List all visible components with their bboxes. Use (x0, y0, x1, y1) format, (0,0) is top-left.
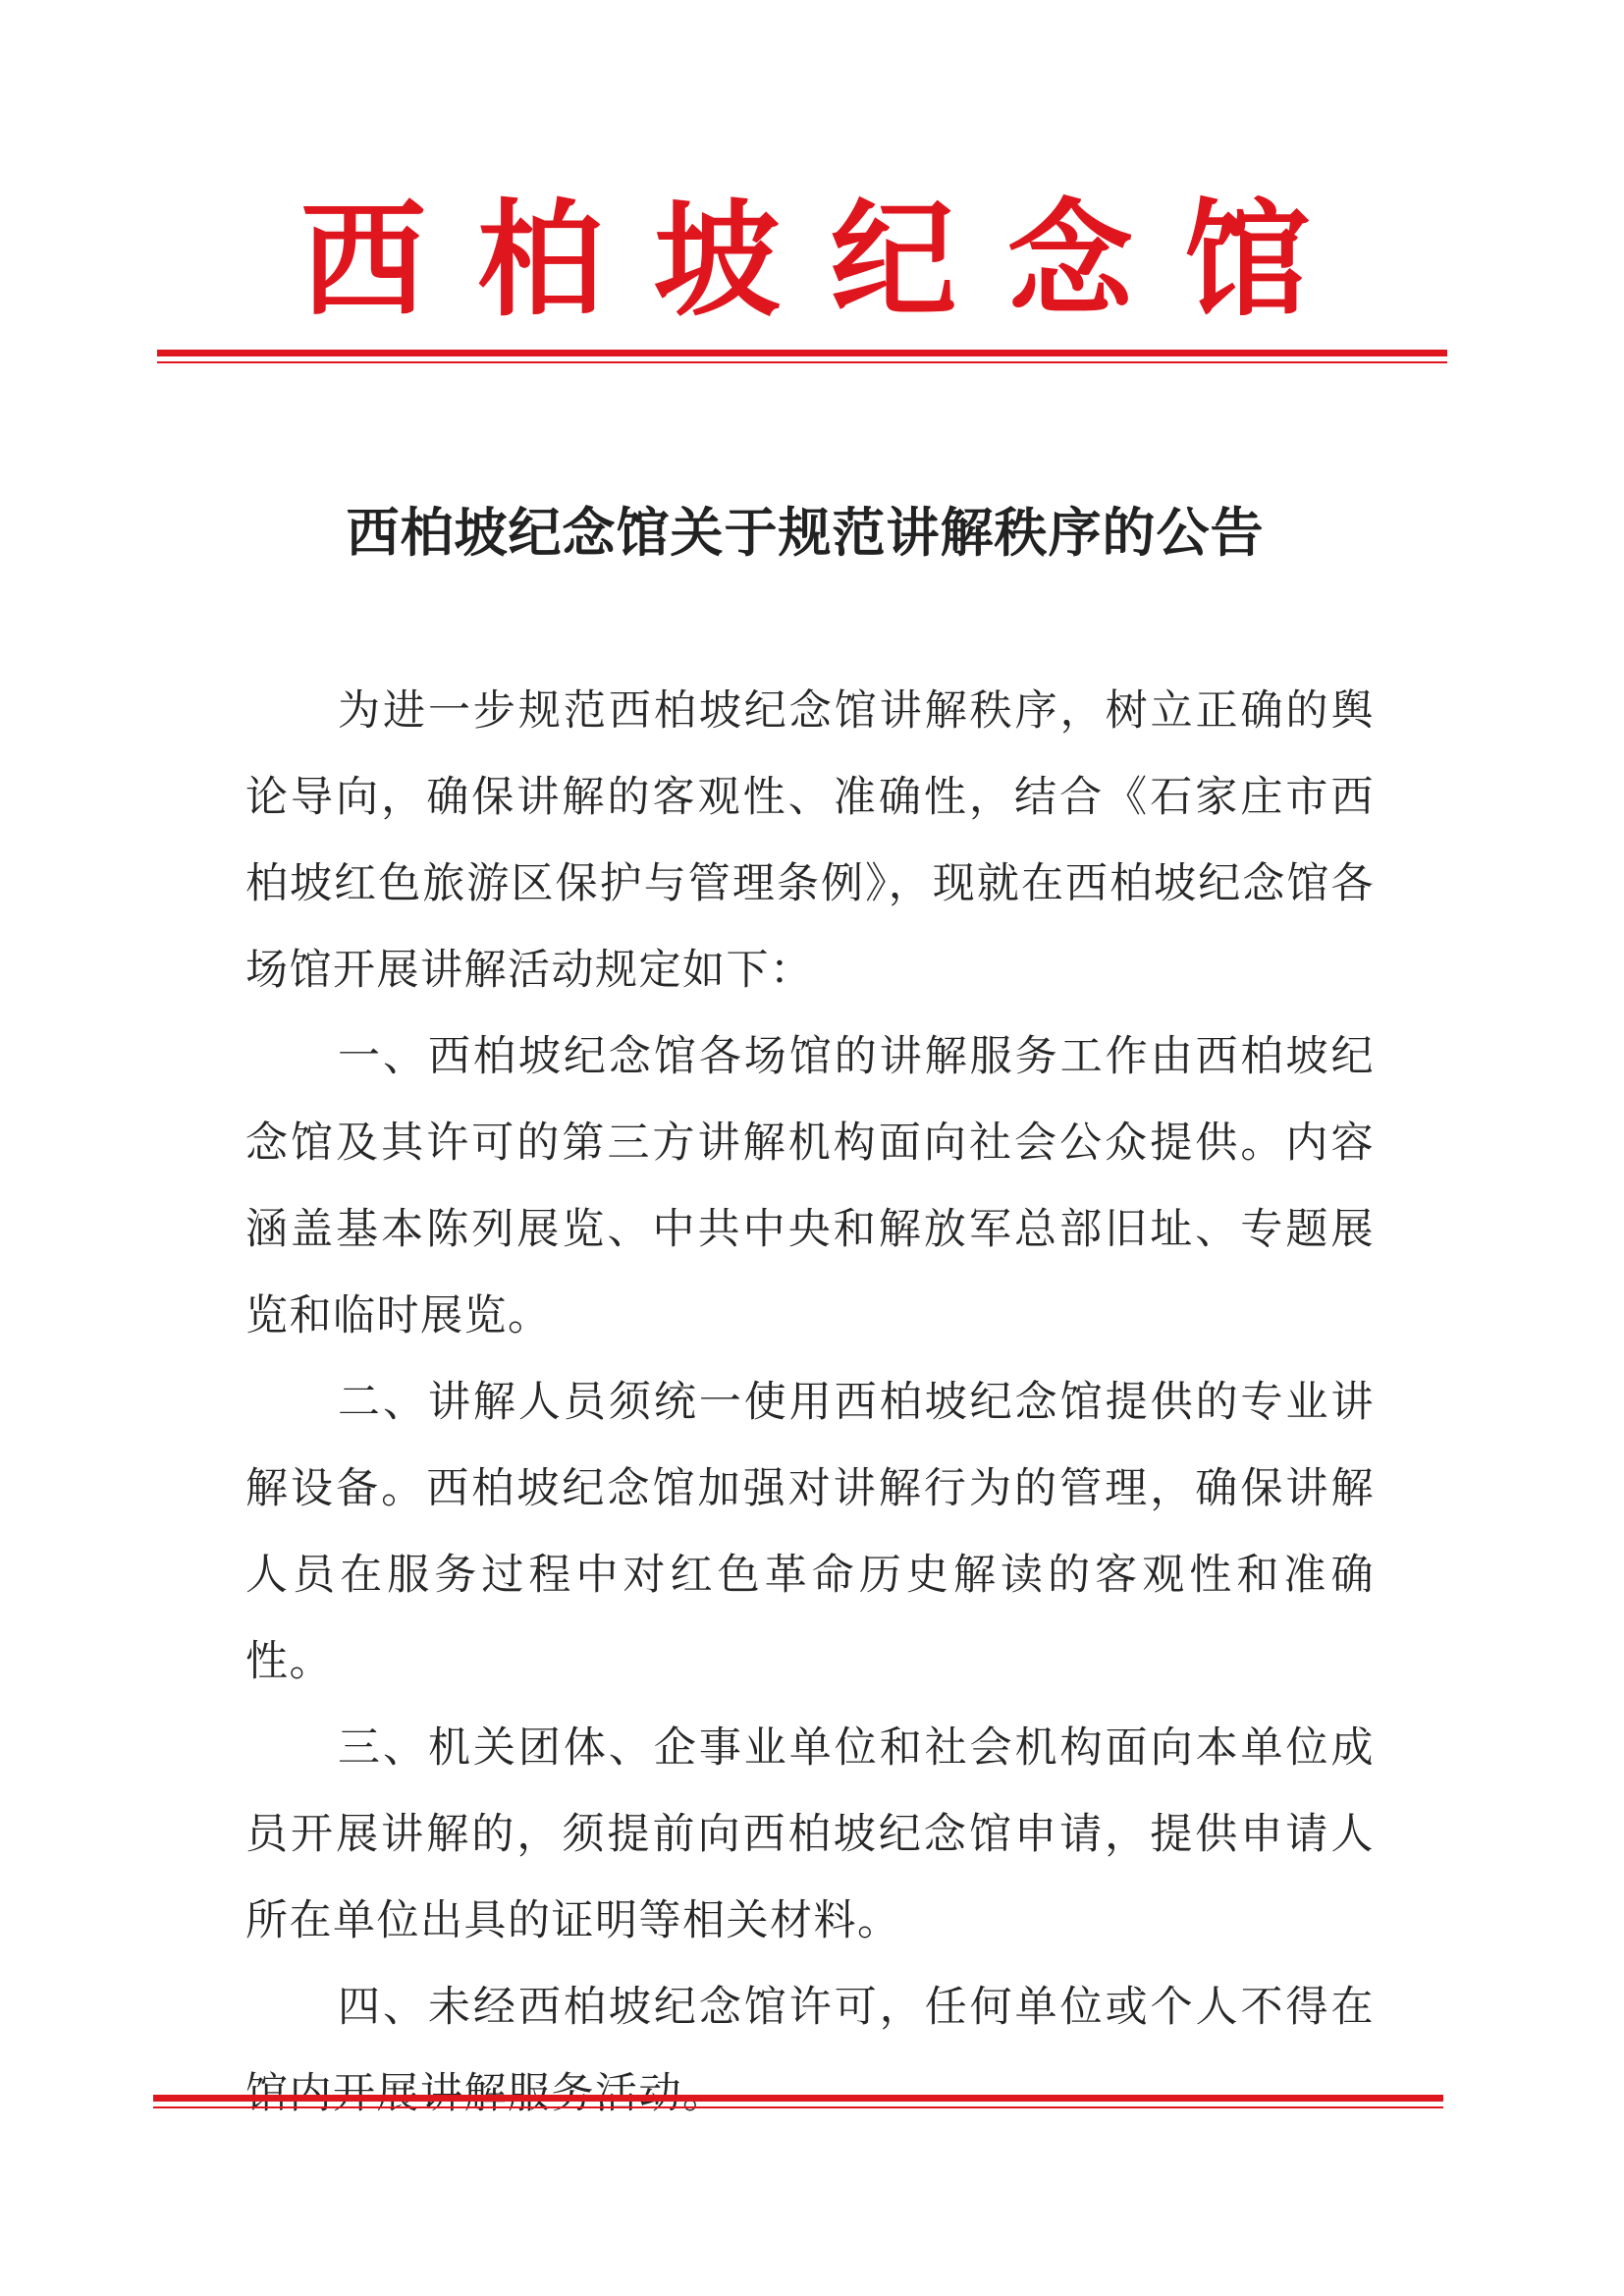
clause-three: 三、机关团体、企事业单位和社会机构面向本单位成员开展讲解的，须提前向西柏坡纪念馆申请，提供申请人所在单位出具的证明等相关材料。 (245, 1723, 1375, 1945)
footer-red-rule (153, 2095, 1443, 2108)
letterhead-red-rule (157, 350, 1447, 363)
letterhead-title: 西柏坡纪念馆 (299, 187, 1361, 334)
notice-body (245, 668, 1375, 2137)
intro-paragraph: 为进一步规范西柏坡纪念馆讲解秩序，树立正确的舆论导向，确保讲解的客观性、准确性，结合《石家庄市西柏坡红色旅游区保护与管理条例》，现就在西柏坡纪念馆各场馆开展讲解活动规定如下： (245, 686, 1375, 995)
clause-two: 二、讲解人员须统一使用西柏坡纪念馆提供的专业讲解设备。西柏坡纪念馆加强对讲解行为的管理，确保讲解人员在服务过程中对红色革命历史解读的客观性和准确性。 (245, 1378, 1375, 1686)
clause-four: 四、未经西柏坡纪念馆许可，任何单位或个人不得在馆内开展讲解服务活动。 (245, 1983, 1375, 2118)
notice-title: 西柏坡纪念馆关于规范讲解秩序的公告 (346, 502, 1265, 564)
clause-one: 一、西柏坡纪念馆各场馆的讲解服务工作由西柏坡纪念馆及其许可的第三方讲解机构面向社会公众提供。内容涵盖基本陈列展览、中共中央和解放军总部旧址、专题展览和临时展览。 (245, 1032, 1375, 1340)
